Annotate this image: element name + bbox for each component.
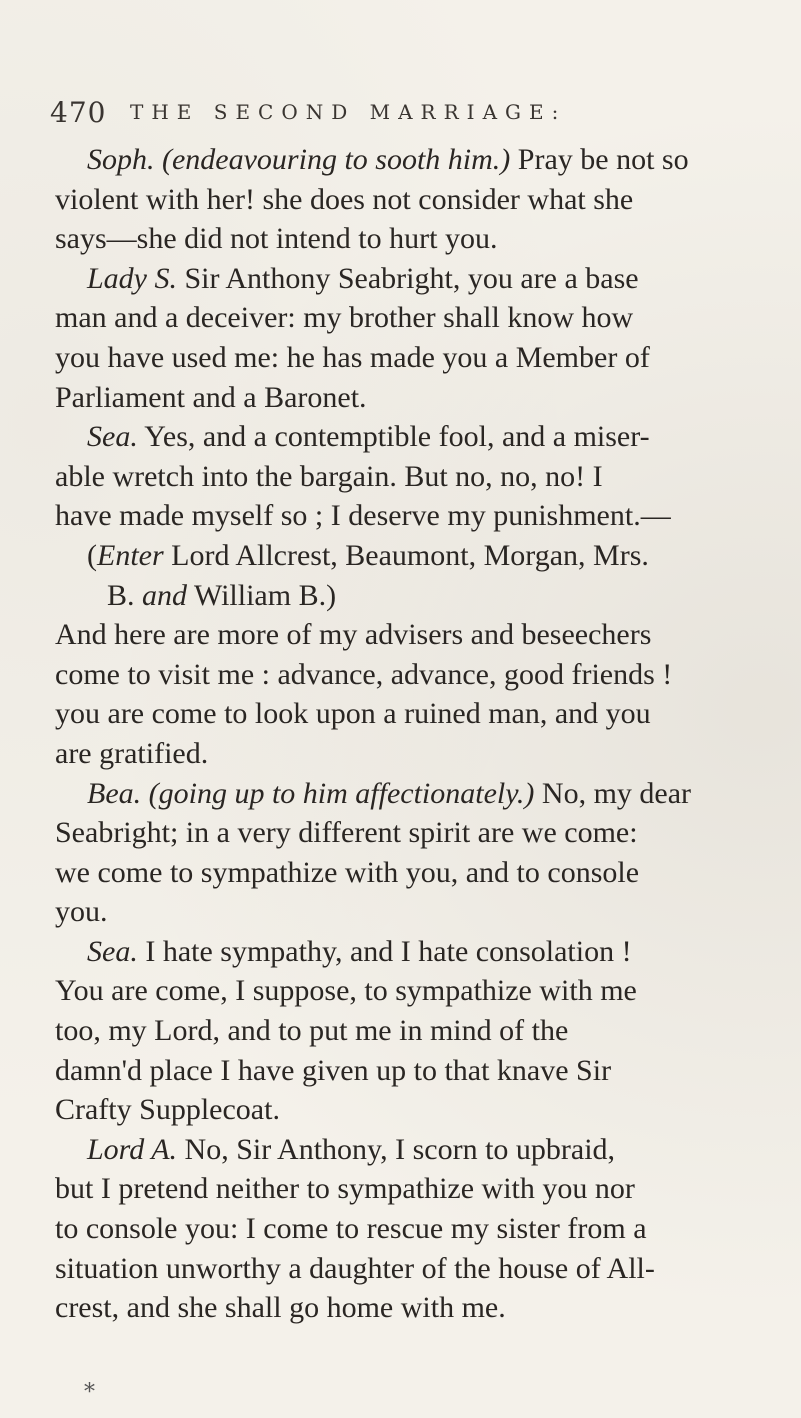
text-line	[55, 140, 765, 180]
text-line: you have used me: he has made you a Member of	[55, 340, 650, 374]
page-number: 470	[50, 96, 107, 129]
running-head: THE SECOND MARRIAGE:	[130, 100, 567, 124]
text-line: crest, and she shall go home with me.	[55, 1291, 506, 1325]
text-line: says—she did not intend to hurt you.	[55, 222, 498, 256]
text-line	[55, 417, 765, 457]
text-line: we come to sympathize with you, and to console	[55, 855, 640, 889]
text-line: you are come to look upon a ruined man, and you	[55, 697, 651, 731]
speaker-name: Soph.	[87, 143, 155, 176]
text-line: have made myself so ; I deserve my punishment.—	[55, 499, 671, 533]
text-line	[55, 576, 765, 616]
text-line: Seabright; in a very different spirit are we come:	[55, 816, 638, 850]
text-line: come to visit me : advance, advance, good friends !	[55, 657, 673, 691]
signature-mark: *	[84, 1380, 95, 1405]
text-line: to console you: I come to rescue my sister from a	[55, 1212, 647, 1246]
text-line: Parliament and a Baronet.	[55, 380, 367, 414]
line-text: Sir Anthony Seabright, you are a base	[177, 261, 639, 295]
text-line: you.	[55, 895, 108, 929]
text-line: situation unworthy a daughter of the house of All-	[55, 1251, 655, 1285]
line-text: I hate sympathy, and I hate consolation !	[137, 934, 632, 968]
line-text: (	[87, 538, 97, 572]
text-line	[55, 259, 765, 299]
line-text: Pray be not so	[510, 143, 689, 176]
text-line	[55, 536, 765, 576]
page-header	[50, 96, 770, 136]
speaker-name: Sea.	[87, 934, 138, 968]
text-line: violent with her! she does not consider what she	[55, 182, 634, 216]
text-line: damn'd place I have given up to that knave Sir	[55, 1053, 612, 1087]
stage-direction: Enter	[97, 538, 164, 572]
text-line: Crafty Supplecoat.	[55, 1093, 280, 1127]
line-text: Lord Allcrest, Beaumont, Morgan, Mrs.	[163, 538, 649, 572]
stage-direction: (endeavouring to sooth him.)	[162, 143, 511, 176]
line-text: B.	[107, 578, 143, 612]
speaker-name: Lord A.	[87, 1132, 178, 1166]
speaker-name: Bea.	[87, 776, 142, 810]
text-line: You are come, I suppose, to sympathize with me	[55, 974, 637, 1008]
stage-direction: (going up to him affectionately.)	[148, 776, 535, 810]
text-line	[55, 1130, 765, 1170]
speaker-name: Lady S.	[87, 261, 177, 295]
body-text	[55, 140, 765, 1328]
text-line	[55, 774, 765, 814]
line-text: No, my dear	[534, 776, 692, 810]
stage-direction: and	[142, 578, 188, 612]
text-line: able wretch into the bargain. But no, no, no! I	[55, 459, 603, 493]
text-line: man and a deceiver: my brother shall know how	[55, 301, 634, 335]
line-text: Yes, and a contemptible fool, and a miser-	[137, 420, 650, 454]
text-line: And here are more of my advisers and beseechers	[55, 618, 652, 652]
text-line: are gratified.	[55, 736, 209, 770]
speaker-name: Sea.	[87, 420, 138, 454]
text-line	[55, 932, 765, 972]
text-line: too, my Lord, and to put me in mind of the	[55, 1014, 569, 1048]
text-line: but I pretend neither to sympathize with you nor	[55, 1172, 635, 1206]
line-text: No, Sir Anthony, I scorn to upbraid,	[177, 1132, 616, 1166]
line-text: William B.)	[187, 578, 337, 612]
